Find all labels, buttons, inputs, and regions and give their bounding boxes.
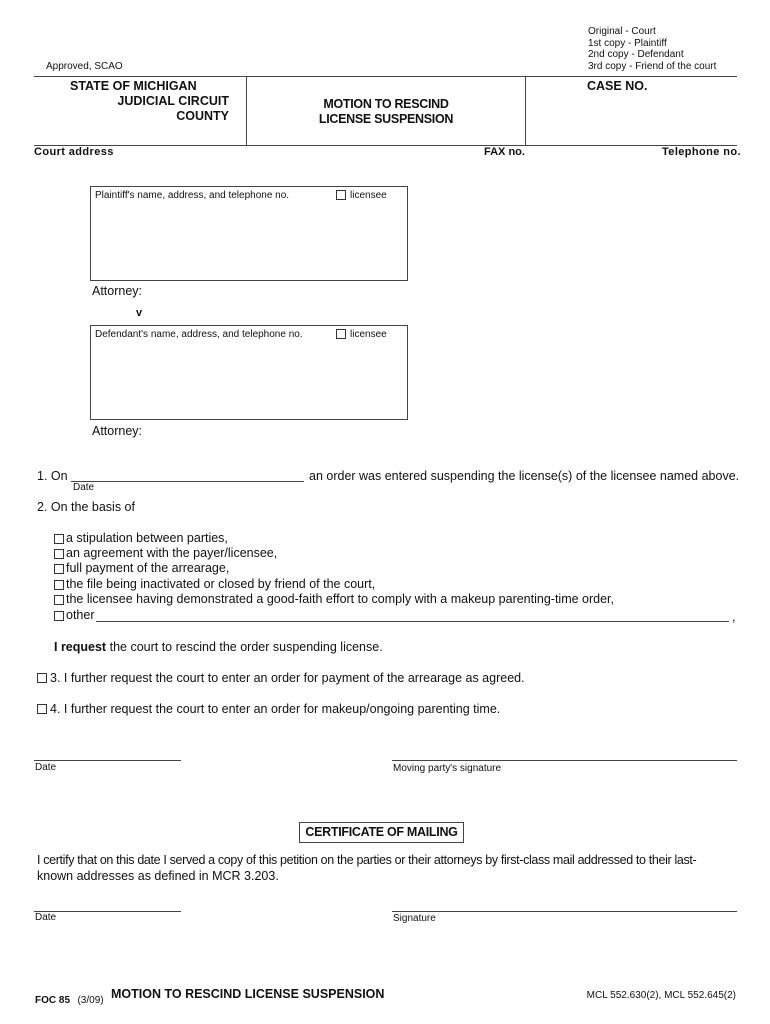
moving-party-signature-label: Moving party's signature — [393, 763, 502, 774]
item3-label: 3. I further request the court to enter an order for payment of the arrearage as agreed. — [50, 671, 525, 685]
item4-checkbox[interactable] — [37, 704, 47, 714]
option-other-comma: , — [732, 610, 736, 624]
plaintiff-label: Plaintiff's name, address, and telephone no. — [95, 190, 290, 201]
copy-third: 3rd copy - Friend of the court — [588, 60, 717, 72]
signature-line-2[interactable] — [392, 911, 737, 912]
footer-mcl: MCL 552.630(2), MCL 552.645(2) — [586, 990, 736, 1001]
defendant-licensee-label: licensee — [350, 329, 387, 340]
plaintiff-attorney-label: Attorney: — [92, 284, 143, 298]
option-file-inactivated-checkbox[interactable] — [54, 580, 64, 590]
county-label: COUNTY — [176, 109, 229, 123]
versus-label: v — [136, 307, 143, 319]
footer-title: MOTION TO RESCIND LICENSE SUSPENSION — [111, 987, 385, 1001]
option-full-payment-checkbox[interactable] — [54, 564, 64, 574]
copy-second: 2nd copy - Defendant — [588, 49, 684, 60]
option-good-faith-checkbox[interactable] — [54, 595, 64, 605]
copy-distribution — [588, 26, 716, 72]
plaintiff-licensee-checkbox[interactable] — [336, 190, 346, 200]
form-title-line2: LICENSE SUSPENSION — [318, 112, 454, 126]
form-title-line1: MOTION TO RESCIND — [323, 97, 449, 111]
certificate-title: CERTIFICATE OF MAILING — [305, 825, 458, 839]
moving-party-signature-line[interactable] — [392, 760, 737, 761]
defendant-attorney-label: Attorney: — [92, 424, 143, 438]
state-label: STATE OF MICHIGAN — [70, 79, 197, 93]
telephone-label: Telephone no. — [662, 146, 741, 158]
option-stipulation-checkbox[interactable] — [54, 534, 64, 544]
footer-form-no: FOC 85 — [35, 995, 71, 1006]
request-bold: I request — [54, 640, 107, 654]
date-label-2: Date — [35, 912, 57, 923]
option-agreement-checkbox[interactable] — [54, 549, 64, 559]
footer-form-id — [35, 990, 104, 1008]
certificate-text-line2: known addresses as defined in MCR 3.203. — [37, 869, 279, 883]
footer-form-date: (3/09) — [77, 995, 104, 1006]
judicial-circuit-label: JUDICIAL CIRCUIT — [117, 94, 229, 108]
item1-date-field[interactable] — [71, 481, 304, 482]
option-other-label: other — [66, 608, 95, 622]
option-file-inactivated-label: the file being inactivated or closed by friend of the court, — [66, 577, 376, 591]
item4-label: 4. I further request the court to enter an order for makeup/ongoing parenting time. — [50, 702, 501, 716]
copy-first: 1st copy - Plaintiff — [588, 37, 667, 49]
header-divider-right — [525, 76, 526, 145]
signature-label-2: Signature — [393, 913, 436, 924]
item3-checkbox[interactable] — [37, 673, 47, 683]
court-address-label: Court address — [34, 146, 114, 158]
date-line-1[interactable] — [34, 760, 181, 761]
request-statement — [54, 640, 383, 654]
certificate-text-line1: I certify that on this date I served a copy of this petition on the parties or their attorneys by first-class mail addressed to their last- — [37, 853, 697, 867]
header-top-rule — [34, 76, 737, 77]
header-bottom-rule — [34, 145, 737, 146]
copy-original: Original - Court — [588, 26, 656, 37]
plaintiff-licensee-label: licensee — [350, 190, 387, 201]
date-label-1: Date — [35, 762, 57, 773]
item1-prefix: 1. On — [37, 469, 68, 483]
item1-date-label: Date — [73, 482, 95, 493]
approved-scao: Approved, SCAO — [46, 61, 123, 72]
case-no-label: CASE NO. — [587, 79, 648, 93]
option-other-field[interactable] — [96, 621, 729, 622]
defendant-label: Defendant's name, address, and telephone no. — [95, 329, 303, 340]
option-full-payment-label: full payment of the arrearage, — [66, 561, 230, 575]
item2-heading: 2. On the basis of — [37, 500, 135, 514]
option-other-checkbox[interactable] — [54, 611, 64, 621]
option-agreement-label: an agreement with the payer/licensee, — [66, 546, 278, 560]
option-good-faith-label: the licensee having demonstrated a good-faith effort to comply with a makeup parenting-time order, — [66, 592, 614, 606]
option-stipulation-label: a stipulation between parties, — [66, 531, 228, 545]
item1-text: an order was entered suspending the license(s) of the licensee named above. — [309, 469, 740, 483]
request-rest: the court to rescind the order suspending license. — [109, 640, 383, 654]
fax-label: FAX no. — [484, 146, 525, 158]
defendant-licensee-checkbox[interactable] — [336, 329, 346, 339]
